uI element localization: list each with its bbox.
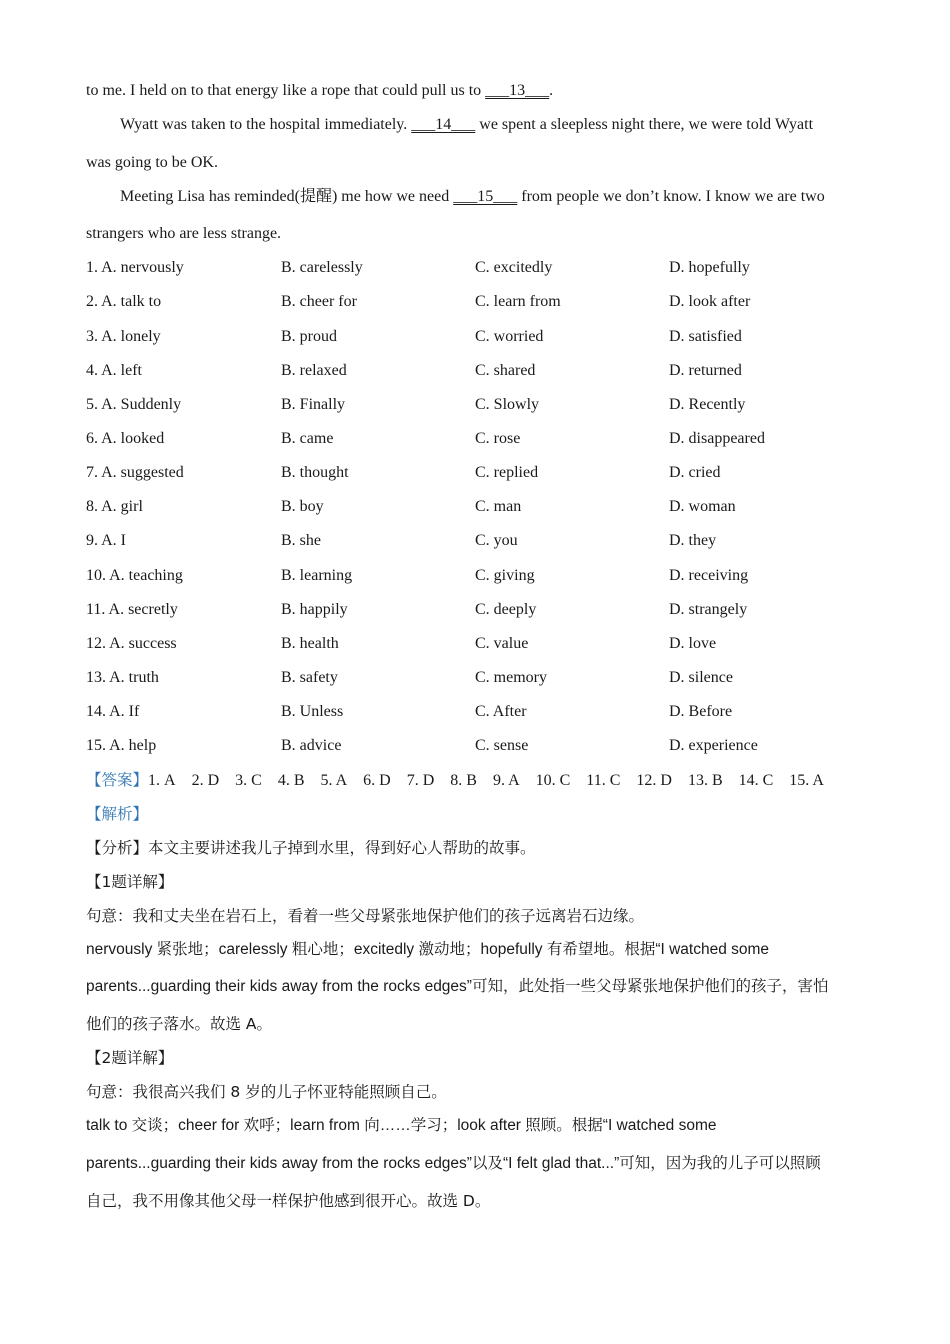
option-row <box>86 429 886 451</box>
answer-item: 1. A <box>148 772 176 789</box>
option-c: C. excitedly <box>475 259 553 276</box>
option-a: 5. A. Suddenly <box>86 396 182 413</box>
answer-tag: 【答案】 <box>86 771 149 789</box>
option-row <box>86 668 886 690</box>
option-d: D. Recently <box>669 396 746 413</box>
option-row <box>86 395 886 417</box>
option-a: 9. A. I <box>86 532 126 549</box>
option-a: 4. A. left <box>86 362 142 379</box>
q1-explanation-line: 他们的孩子落水。故选 A。 <box>86 1015 273 1033</box>
option-c: C. giving <box>475 567 535 584</box>
option-a: 14. A. If <box>86 703 140 720</box>
option-row <box>86 497 886 519</box>
answer-item: 11. C <box>586 772 621 789</box>
q1-explanation-line: nervously 紧张地；carelessly 粗心地；excitedly 激动地；hopefully 有希望地。根据“I watched some <box>86 941 770 958</box>
answer-item: 14. C <box>738 772 774 789</box>
passage-text: to me. I held on to that energy like a rope that could pull us to <box>86 82 486 99</box>
option-c: C. replied <box>475 464 539 481</box>
option-row <box>86 531 886 553</box>
option-d: D. satisfied <box>669 328 742 345</box>
answer-item: 6. D <box>363 772 391 789</box>
option-d: D. woman <box>669 498 736 515</box>
option-b: B. came <box>281 430 334 447</box>
option-b: B. relaxed <box>281 362 347 379</box>
answer-line <box>86 770 824 791</box>
answer-item: 10. C <box>535 772 571 789</box>
option-b: B. she <box>281 532 321 549</box>
option-a: 1. A. nervously <box>86 259 184 276</box>
option-a: 2. A. talk to <box>86 293 162 310</box>
option-b: B. learning <box>281 567 353 584</box>
option-c: C. man <box>475 498 522 515</box>
option-b: B. advice <box>281 737 342 754</box>
passage-line <box>120 115 813 135</box>
option-a: 13. A. truth <box>86 669 159 686</box>
option-row <box>86 600 886 622</box>
option-b: B. health <box>281 635 339 652</box>
option-c: C. deeply <box>475 601 537 618</box>
option-row <box>86 258 886 280</box>
option-d: D. hopefully <box>669 259 750 276</box>
passage-text: from people we don’t know. I know we are two <box>517 188 825 205</box>
q1-title: 【1题详解】 <box>86 873 174 891</box>
answer-item: 12. D <box>636 772 672 789</box>
option-b: B. cheer for <box>281 293 357 310</box>
passage-line: was going to be OK. <box>86 154 218 171</box>
q1-explanation-line: parents...guarding their kids away from the rocks edges”可知，此处指一些父母紧张地保护他们的孩子，害怕 <box>86 978 829 995</box>
option-row <box>86 292 886 314</box>
option-b: B. boy <box>281 498 324 515</box>
option-d: D. Before <box>669 703 733 720</box>
q2-title: 【2题详解】 <box>86 1049 174 1067</box>
option-d: D. look after <box>669 293 751 310</box>
option-d: D. returned <box>669 362 742 379</box>
option-c: C. rose <box>475 430 521 447</box>
passage-text: we spent a sleepless night there, we were told Wyatt <box>475 116 814 133</box>
blank-13: ___13___ <box>485 82 550 99</box>
option-c: C. worried <box>475 328 544 345</box>
option-b: B. happily <box>281 601 348 618</box>
answer-item: 13. B <box>687 772 723 789</box>
option-c: C. value <box>475 635 529 652</box>
q2-explanation-line: parents...guarding their kids away from the rocks edges”以及“I felt glad that...”可知，因为我的儿子可以照顾 <box>86 1155 821 1172</box>
option-row <box>86 634 886 656</box>
blank-15: ___15___ <box>453 188 518 205</box>
passage-text: Wyatt was taken to the hospital immediately. <box>120 116 412 133</box>
option-c: C. sense <box>475 737 529 754</box>
option-row <box>86 463 886 485</box>
answer-item: 15. A <box>789 772 824 789</box>
option-d: D. cried <box>669 464 721 481</box>
answer-item: 2. D <box>191 772 220 789</box>
q2-meaning: 句意：我很高兴我们 8 岁的儿子怀亚特能照顾自己。 <box>86 1083 447 1101</box>
analysis-summary: 【分析】本文主要讲述我儿子掉到水里，得到好心人帮助的故事。 <box>86 839 536 857</box>
analysis-tag: 【解析】 <box>86 805 149 823</box>
option-a: 6. A. looked <box>86 430 165 447</box>
option-d: D. receiving <box>669 567 749 584</box>
option-a: 10. A. teaching <box>86 567 183 584</box>
option-d: D. experience <box>669 737 758 754</box>
blank-14: ___14___ <box>411 116 476 133</box>
option-c: C. you <box>475 532 518 549</box>
passage-line <box>86 81 553 101</box>
option-row <box>86 702 886 724</box>
option-row <box>86 566 886 588</box>
option-a: 7. A. suggested <box>86 464 184 481</box>
option-c: C. learn from <box>475 293 561 310</box>
option-d: D. love <box>669 635 717 652</box>
q1-meaning: 句意：我和丈夫坐在岩石上，看着一些父母紧张地保护他们的孩子远离岩石边缘。 <box>86 907 645 925</box>
answer-item: 7. D <box>406 772 435 789</box>
option-b: B. Finally <box>281 396 346 413</box>
option-b: B. thought <box>281 464 349 481</box>
option-a: 11. A. secretly <box>86 601 178 618</box>
option-a: 8. A. girl <box>86 498 143 515</box>
passage-line: strangers who are less strange. <box>86 225 282 242</box>
q2-explanation-line: talk to 交谈；cheer for 欢呼；learn from 向……学习；look after 照顾。根据“I watched some <box>86 1117 717 1134</box>
option-c: C. memory <box>475 669 547 686</box>
option-b: B. proud <box>281 328 337 345</box>
option-row <box>86 327 886 349</box>
answer-item: 4. B <box>277 772 305 789</box>
passage-text: Meeting Lisa has reminded(提醒) me how we need <box>120 188 454 205</box>
option-a: 12. A. success <box>86 635 177 652</box>
answer-item: 5. A <box>320 772 348 789</box>
option-c: C. shared <box>475 362 536 379</box>
answer-item: 8. B <box>450 772 477 789</box>
option-b: B. safety <box>281 669 338 686</box>
answer-item: 3. C <box>235 772 262 789</box>
option-a: 3. A. lonely <box>86 328 161 345</box>
option-a: 15. A. help <box>86 737 157 754</box>
option-row <box>86 736 886 758</box>
option-row <box>86 361 886 383</box>
option-c: C. Slowly <box>475 396 540 413</box>
passage-text: . <box>549 82 554 99</box>
option-d: D. disappeared <box>669 430 765 447</box>
option-d: D. silence <box>669 669 733 686</box>
answer-item: 9. A <box>492 772 520 789</box>
option-d: D. strangely <box>669 601 748 618</box>
passage-line <box>120 187 825 207</box>
q2-explanation-line: 自己，我不用像其他父母一样保护他感到很开心。故选 D。 <box>86 1192 491 1210</box>
option-b: B. carelessly <box>281 259 363 276</box>
option-d: D. they <box>669 532 717 549</box>
option-c: C. After <box>475 703 527 720</box>
option-b: B. Unless <box>281 703 344 720</box>
